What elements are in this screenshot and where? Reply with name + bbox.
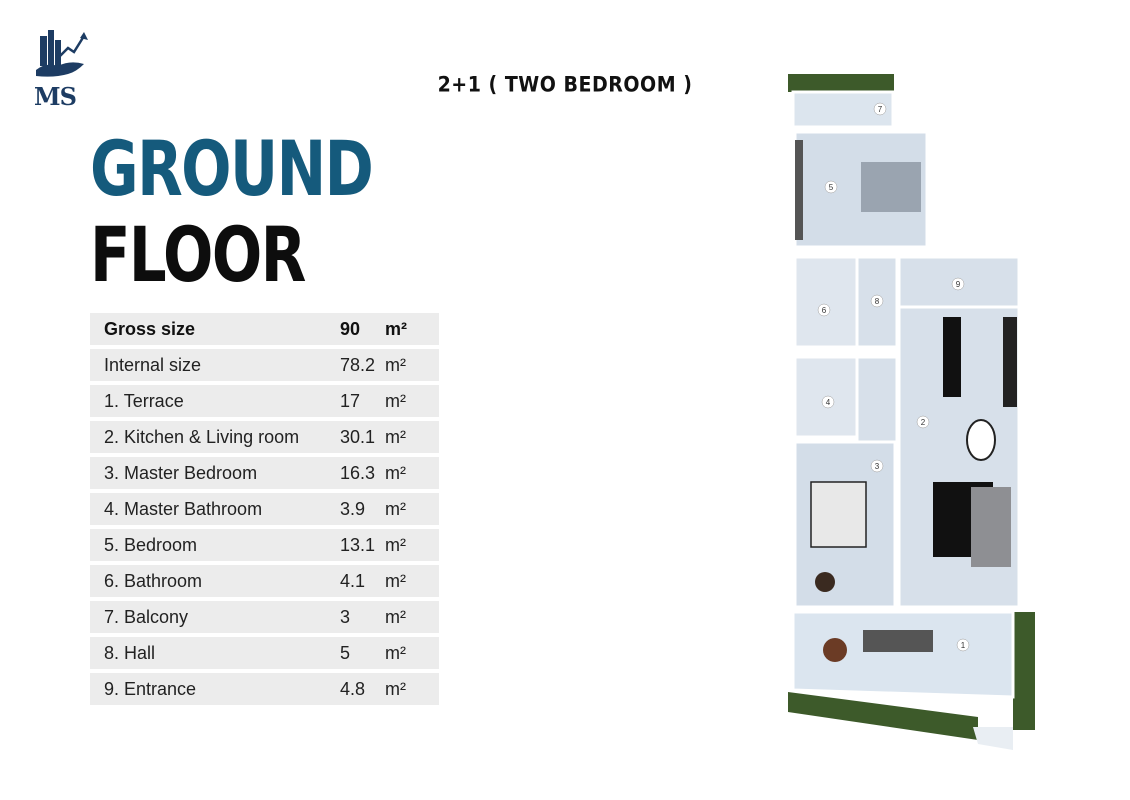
row-value: 13.1 (340, 534, 376, 555)
company-logo (32, 26, 92, 112)
row-value: 30.1 (340, 426, 376, 447)
page-title-line-1: GROUND (90, 124, 373, 213)
row-unit: m² (385, 462, 406, 483)
row-value: 4.1 (340, 570, 366, 591)
row-unit: m² (385, 570, 406, 591)
row-value: 17 (340, 390, 361, 411)
room-marker (957, 639, 969, 651)
bed-icon (861, 162, 921, 212)
row-value: 78.2 (340, 354, 376, 375)
steps-icon (973, 727, 1013, 750)
table-header-row (90, 313, 439, 345)
row-label: 6. Bathroom (104, 570, 203, 591)
room-number-9: 9 (955, 280, 961, 289)
row-value: 3 (340, 606, 351, 627)
planter-bottom (788, 692, 978, 740)
table-row (90, 349, 439, 381)
row-label: 2. Kitchen & Living room (104, 426, 300, 447)
kitchen-cabinet-icon (1003, 317, 1017, 407)
master-bed-icon (811, 482, 866, 547)
row-label: 7. Balcony (104, 606, 189, 627)
outdoor-chair-icon (823, 638, 847, 662)
row-value: 4.8 (340, 678, 366, 699)
row-unit: m² (385, 354, 406, 375)
room-marker (952, 278, 964, 290)
table-row (90, 565, 439, 597)
planter-right (1013, 612, 1035, 730)
row-label: 1. Terrace (104, 390, 184, 411)
row-value: 3.9 (340, 498, 366, 519)
row-label: 3. Master Bedroom (104, 462, 258, 483)
room-bathroom (795, 257, 857, 347)
lounger-icon (863, 630, 933, 652)
row-value: 16.3 (340, 462, 376, 483)
table-row (90, 637, 439, 669)
row-unit: m² (385, 426, 406, 447)
table-row (90, 421, 439, 453)
room-number-5: 5 (828, 183, 834, 192)
row-unit: m² (385, 498, 406, 519)
room-marker (871, 460, 883, 472)
floor-plan (783, 72, 1035, 752)
row-label: 8. Hall (104, 642, 156, 663)
row-unit: m² (385, 678, 406, 699)
gross-size-label: Gross size (104, 318, 196, 339)
kitchen-counter-icon (943, 317, 961, 397)
row-label: 9. Entrance (104, 678, 197, 699)
row-label: 5. Bedroom (104, 534, 198, 555)
area-table (90, 313, 439, 709)
room-number-7: 7 (877, 105, 883, 114)
row-unit: m² (385, 606, 406, 627)
room-marker (822, 396, 834, 408)
room-number-4: 4 (825, 398, 831, 407)
table-row (90, 673, 439, 705)
page-title-line-2: FLOOR (90, 210, 305, 299)
table-row (90, 529, 439, 561)
gross-size-unit: m² (385, 318, 407, 339)
row-unit: m² (385, 390, 406, 411)
row-value: 5 (340, 642, 351, 663)
room-number-8: 8 (874, 297, 880, 306)
table-row (90, 385, 439, 417)
logo-text: MS (34, 82, 76, 111)
row-unit: m² (385, 642, 406, 663)
wardrobe-icon (795, 140, 803, 240)
row-label: 4. Master Bathroom (104, 498, 263, 519)
table-row (90, 457, 439, 489)
room-marker (825, 181, 837, 193)
room-marker (874, 103, 886, 115)
dining-table-icon (967, 420, 995, 460)
sofa-icon (971, 487, 1011, 567)
planter-top (788, 74, 894, 92)
table-row (90, 493, 439, 525)
room-number-6: 6 (821, 306, 827, 315)
room-number-3: 3 (874, 462, 880, 471)
room-marker (917, 416, 929, 428)
room-number-2: 2 (920, 418, 926, 427)
row-unit: m² (385, 534, 406, 555)
armchair-icon (815, 572, 835, 592)
gross-size-value: 90 (340, 318, 361, 339)
room-marker (818, 304, 830, 316)
room-marker (871, 295, 883, 307)
apartment-type-subtitle: 2+1 ( TWO BEDROOM ) (437, 72, 693, 98)
row-label: Internal size (104, 354, 202, 375)
room-number-1: 1 (960, 641, 966, 650)
table-row (90, 601, 439, 633)
